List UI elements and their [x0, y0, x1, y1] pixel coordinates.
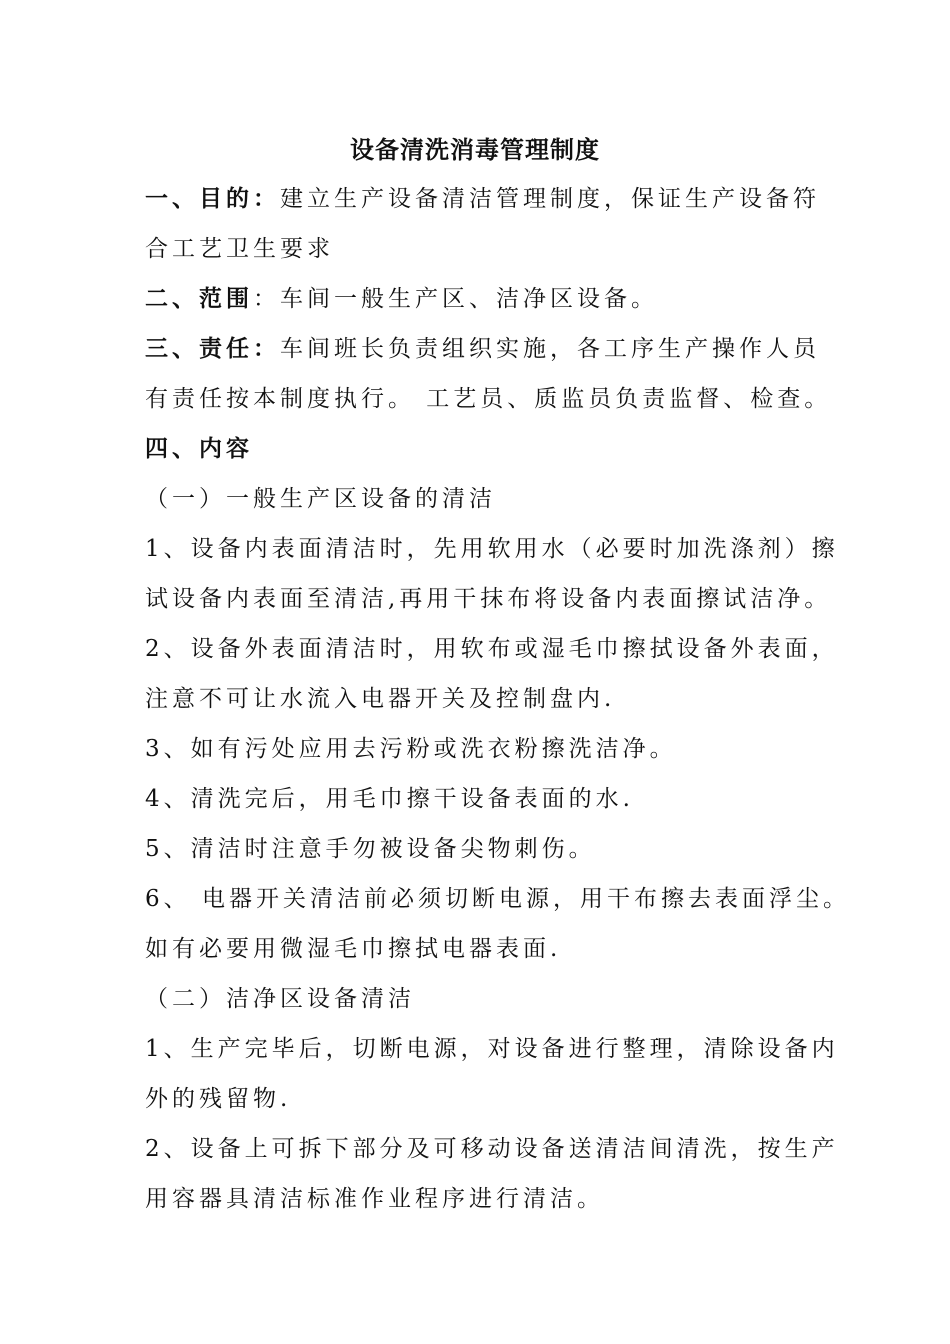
responsibility-line-2: 有责任按本制度执行。 工艺员、质监员负责监督、检查。: [145, 386, 832, 412]
section1-line: 2、设备外表面清洁时，用软布或湿毛巾擦拭设备外表面，: [145, 636, 839, 662]
section2-line: 1、生产完毕后，切断电源，对设备进行整理，清除设备内: [145, 1036, 839, 1062]
section2-heading: （二）洁净区设备清洁: [145, 986, 415, 1012]
scope-line: [145, 284, 658, 314]
section1-line: 1、设备内表面清洁时，先用软用水（必要时加洗涤剂）擦: [145, 536, 839, 562]
section1-line: 5、清洁时注意手勿被设备尖物刺伤。: [145, 836, 596, 862]
section1-line: 如有必要用微湿毛巾擦拭电器表面.: [145, 936, 562, 962]
section1-line: 6、 电器开关清洁前必须切断电源，用干布擦去表面浮尘。: [145, 886, 850, 912]
purpose-heading: 一、目的：: [145, 185, 280, 212]
section1-line: 试设备内表面至清洁,再用干抹布将设备内表面擦试洁净。: [145, 586, 832, 612]
section1-line: 注意不可让水流入电器开关及控制盘内.: [145, 686, 616, 712]
page-title: 设备清洗消毒管理制度: [350, 135, 600, 164]
section1-heading: （一）一般生产区设备的清洁: [145, 486, 496, 512]
scope-text: ：车间一般生产区、洁净区设备。: [253, 286, 658, 312]
section2-line: 外的残留物.: [145, 1086, 292, 1112]
responsibility-line-1: [145, 334, 820, 364]
section2-line: 用容器具清洁标准作业程序进行清洁。: [145, 1186, 604, 1212]
section1-line: 4、清洗完后，用毛巾擦干设备表面的水.: [145, 786, 634, 812]
purpose-text: 建立生产设备清洁管理制度，保证生产设备符: [280, 186, 820, 212]
content-heading: 四、内容: [145, 435, 253, 462]
responsibility-text: 车间班长负责组织实施，各工序生产操作人员: [280, 336, 820, 362]
purpose-line-1: [145, 184, 820, 214]
section1-line: 3、如有污处应用去污粉或洗衣粉擦洗洁净。: [145, 736, 677, 762]
responsibility-heading: 三、责任：: [145, 335, 280, 362]
scope-heading: 二、范围: [145, 285, 253, 312]
section2-line: 2、设备上可拆下部分及可移动设备送清洁间清洗，按生产: [145, 1136, 839, 1162]
purpose-line-2: 合工艺卫生要求: [145, 236, 334, 262]
